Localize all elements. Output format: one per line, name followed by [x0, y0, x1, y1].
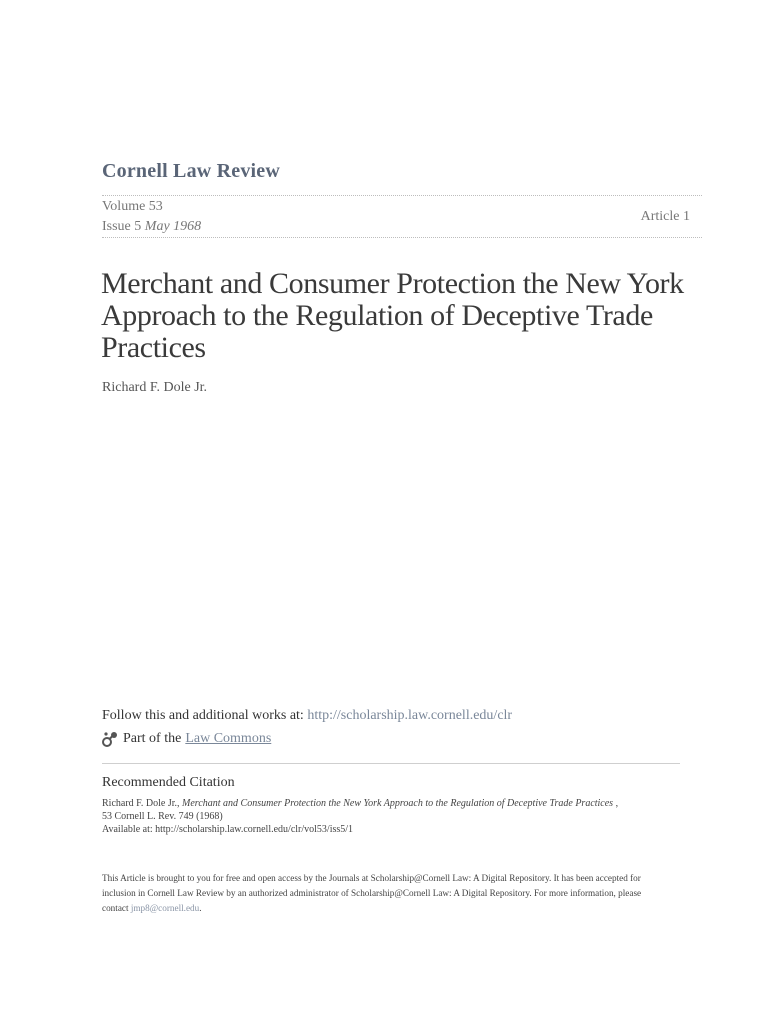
citation-title-suffix: , — [613, 798, 619, 809]
citation-divider — [102, 763, 680, 764]
citation-line-2: 53 Cornell L. Rev. 749 (1968) — [102, 811, 223, 822]
part-of-line — [102, 731, 271, 747]
commons-network-icon — [102, 731, 119, 747]
follow-text: Follow this and additional works at: — [102, 708, 304, 723]
notice-text: This Article is brought to you for free and open access by the Journals at Scholarship@Cornell Law: A Digital Repository. It has been accepted for inclusion in Cornell Law Review by an authorized administrator of Scholarship@Cornell Law: A Digital Repository. For more information, please contact — [102, 873, 642, 913]
volume-label: Volume 53 — [102, 199, 163, 214]
citation-heading: Recommended Citation — [102, 775, 235, 790]
header-divider-bottom — [102, 237, 702, 238]
access-notice — [102, 871, 662, 916]
article-title: Merchant and Consumer Protection the New York Approach to the Regulation of Deceptive Trade Practices — [101, 267, 684, 364]
citation-line-1 — [102, 797, 702, 810]
header-divider-top — [102, 195, 702, 196]
issue-label — [102, 219, 201, 235]
article-label: Article 1 — [640, 209, 690, 224]
law-commons-link[interactable]: Law Commons — [185, 731, 272, 746]
part-of-text: Part of the — [123, 731, 182, 746]
notice-end: . — [199, 903, 202, 913]
citation-line-3: Available at: http://scholarship.law.cornell.edu/clr/vol53/iss5/1 — [102, 824, 354, 835]
repository-link[interactable]: http://scholarship.law.cornell.edu/clr — [307, 708, 513, 723]
contact-email-link[interactable]: jmp8@cornell.edu — [130, 903, 200, 913]
issue-number: Issue 5 — [102, 219, 142, 234]
journal-title: Cornell Law Review — [102, 160, 281, 182]
follow-line — [102, 708, 512, 724]
author-name: Richard F. Dole Jr. — [102, 380, 208, 395]
issue-date: May 1968 — [144, 219, 202, 234]
citation-block — [102, 797, 702, 836]
citation-title: Merchant and Consumer Protection the New York Approach to the Regulation of Deceptive Trade Practices — [182, 798, 614, 809]
citation-author: Richard F. Dole Jr., — [102, 798, 180, 809]
